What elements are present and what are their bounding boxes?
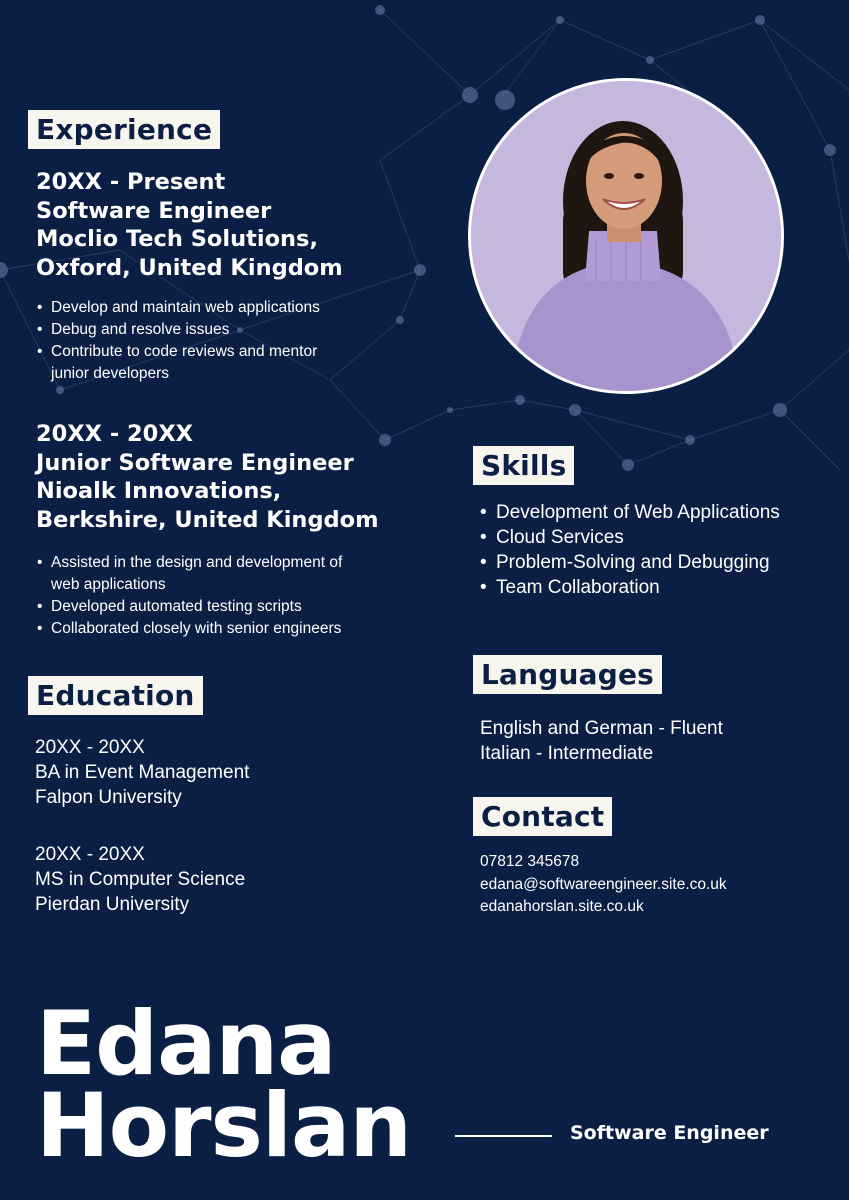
last-name: Horslan [36, 1074, 412, 1177]
portrait-illustration [471, 81, 781, 391]
education-school: Falpon University [35, 787, 182, 808]
skill-item: • Team Collaboration [478, 575, 838, 600]
contact-email[interactable]: edana@softwareengineer.site.co.uk [480, 875, 727, 893]
education-heading: Education [28, 676, 203, 715]
contact-details [480, 851, 727, 919]
job-2-location: Berkshire, United Kingdom [36, 506, 379, 533]
contact-phone[interactable]: 07812 345678 [480, 853, 580, 870]
skill-item: • Cloud Services [478, 525, 838, 550]
job-1-title [36, 168, 343, 282]
languages-list [480, 716, 723, 766]
language-line: English and German - Fluent [480, 718, 723, 739]
job-2-title [36, 420, 379, 534]
duty-item: • Assisted in the design and development of [35, 552, 445, 574]
education-entry-2 [35, 842, 245, 917]
education-degree: MS in Computer Science [35, 869, 246, 890]
job-1-position: Software Engineer [36, 197, 272, 224]
skill-item: • Problem-Solving and Debugging [478, 550, 838, 575]
duty-item-continued: junior developers [51, 365, 170, 382]
experience-heading: Experience [28, 110, 220, 149]
languages-heading: Languages [473, 655, 662, 694]
education-school: Pierdan University [35, 894, 190, 915]
duty-item-continued: web applications [51, 576, 166, 593]
job-1-company: Moclio Tech Solutions, [36, 226, 318, 252]
contact-website[interactable]: edanahorslan.site.co.uk [480, 898, 644, 915]
education-years: 20XX - 20XX [35, 737, 145, 758]
role-title: Software Engineer [570, 1122, 769, 1144]
name-divider [455, 1135, 552, 1137]
duty-item: • Contribute to code reviews and mentor [35, 341, 435, 363]
duty-item: • Develop and maintain web applications [35, 297, 435, 319]
skills-list [478, 500, 838, 600]
job-2-duties [35, 552, 445, 640]
duty-item: • Collaborated closely with senior engineers [35, 618, 445, 640]
education-years: 20XX - 20XX [35, 844, 145, 865]
job-1-location: Oxford, United Kingdom [36, 254, 343, 281]
job-2-company: Nioalk Innovations, [36, 478, 282, 504]
skill-item: • Development of Web Applications [478, 500, 838, 525]
education-entry-1 [35, 735, 249, 810]
skills-heading: Skills [473, 446, 574, 485]
job-2-position: Junior Software Engineer [36, 449, 354, 476]
job-2-dates: 20XX - 20XX [36, 421, 194, 447]
job-1-dates: 20XX - Present [36, 169, 226, 195]
job-1-duties [35, 297, 435, 385]
first-name: Edana [36, 992, 336, 1095]
profile-photo [468, 78, 784, 394]
duty-item: • Debug and resolve issues [35, 319, 435, 341]
education-degree: BA in Event Management [35, 762, 250, 783]
contact-heading: Contact [473, 797, 612, 836]
duty-item: • Developed automated testing scripts [35, 596, 445, 618]
language-line: Italian - Intermediate [480, 743, 654, 764]
